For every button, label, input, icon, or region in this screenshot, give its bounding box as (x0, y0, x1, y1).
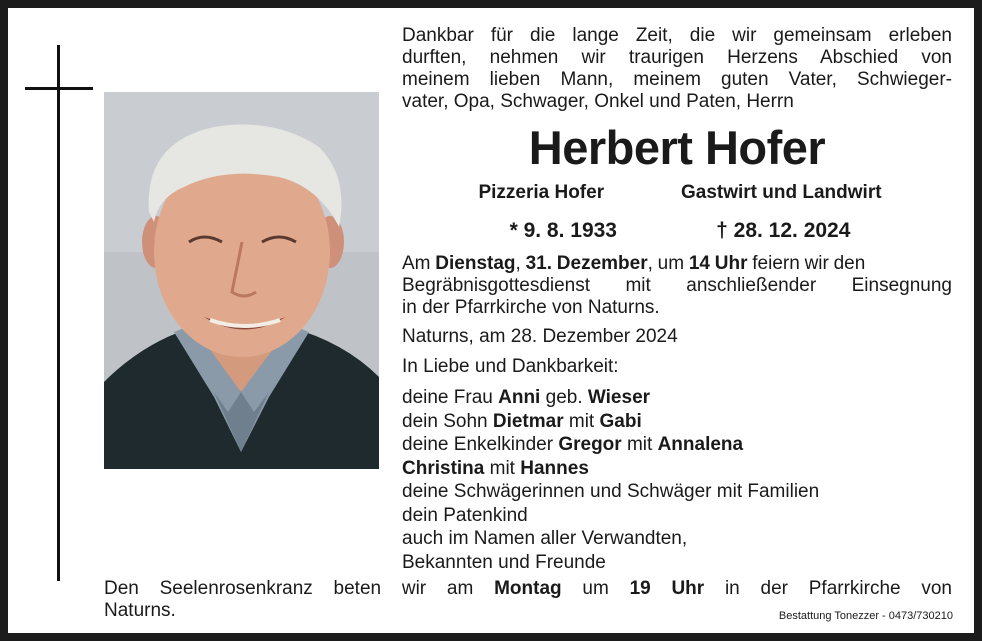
text-span: in der Pfarrkirche von (704, 578, 953, 599)
service-date: 31. Dezember (525, 253, 648, 274)
love-line: In Liebe und Dankbarkeit: (402, 356, 619, 377)
text-span: feiern wir den (747, 253, 866, 274)
mourner-row: deine Schwägerinnen und Schwäger mit Familien (402, 481, 820, 502)
mourner-name: Gregor (558, 434, 622, 455)
text-span: , (515, 253, 526, 274)
mourner-row: dein Patenkind (402, 504, 528, 526)
mourner-name: Gabi (599, 410, 642, 432)
text-span: geb. (540, 387, 588, 408)
rosary-place: Naturns. (104, 600, 176, 621)
text-span: mit (621, 434, 658, 455)
intro-text (402, 25, 952, 113)
birth-date: * 9. 8. 1933 (509, 219, 617, 242)
mourner-row: Bekannten und Freunde (402, 551, 606, 573)
intro-line: durften, nehmen wir traurigen Herzens Abschied von (402, 47, 952, 68)
text-span: deine Frau (402, 387, 499, 408)
intro-line: meinem lieben Mann, meinem guten Vater, Schwieger- (402, 69, 952, 90)
life-dates (460, 219, 900, 243)
funeral-home: Bestattung Tonezzer - 0473/730210 (778, 610, 953, 622)
service-line: Begräbnisgottesdienst mit anschließender Einsegnung (402, 275, 952, 296)
death-date: † 28. 12. 2024 (716, 219, 851, 242)
cross-icon-bar (25, 87, 93, 90)
occupation-line (440, 182, 920, 204)
mourner-name: Annalena (657, 434, 744, 455)
mourner-row (402, 457, 952, 481)
intro-line: vater, Opa, Schwager, Onkel und Paten, Herrn (402, 91, 794, 112)
mourner-name: Christina (402, 457, 485, 479)
portrait-photo (104, 92, 379, 469)
mourner-name: Dietmar (492, 410, 564, 432)
service-day: Dienstag (435, 253, 516, 274)
text-span: Den Seelenrosenkranz beten wir am (104, 578, 495, 599)
text-span: mit (563, 410, 600, 432)
service-text (402, 253, 952, 319)
text-span: deine Enkelkinder (402, 434, 559, 455)
mourner-row: auch im Namen aller Verwandten, (402, 528, 688, 549)
portrait-illustration (104, 92, 379, 469)
deceased-name: Herbert Hofer (528, 121, 826, 174)
rosary-time: 19 Uhr (629, 578, 705, 599)
occupation: Gastwirt und Landwirt (680, 182, 882, 203)
place-date: Naturns, am 28. Dezember 2024 (402, 326, 678, 347)
mourner-name: Wieser (587, 387, 651, 408)
intro-line: Dankbar für die lange Zeit, die wir gemeinsam erleben (402, 25, 952, 46)
rosary-day: Montag (494, 578, 562, 599)
mourner-row (402, 410, 952, 434)
cross-icon (57, 45, 60, 581)
text-span: Am (402, 253, 436, 274)
mourner-row (402, 433, 952, 457)
mourner-name: Hannes (520, 457, 589, 479)
service-line (402, 253, 952, 275)
text-span: , um (647, 253, 689, 274)
rosary-line (104, 578, 952, 600)
text-span: dein Sohn (402, 410, 493, 432)
service-line: in der Pfarrkirche von Naturns. (402, 297, 660, 318)
service-time: 14 Uhr (688, 253, 748, 274)
text-span: um (561, 578, 630, 599)
business-name: Pizzeria Hofer (478, 182, 605, 203)
text-span: mit (484, 457, 521, 479)
mourner-name: Anni (498, 387, 541, 408)
mourner-row (402, 386, 952, 410)
mourners-list (402, 386, 952, 574)
